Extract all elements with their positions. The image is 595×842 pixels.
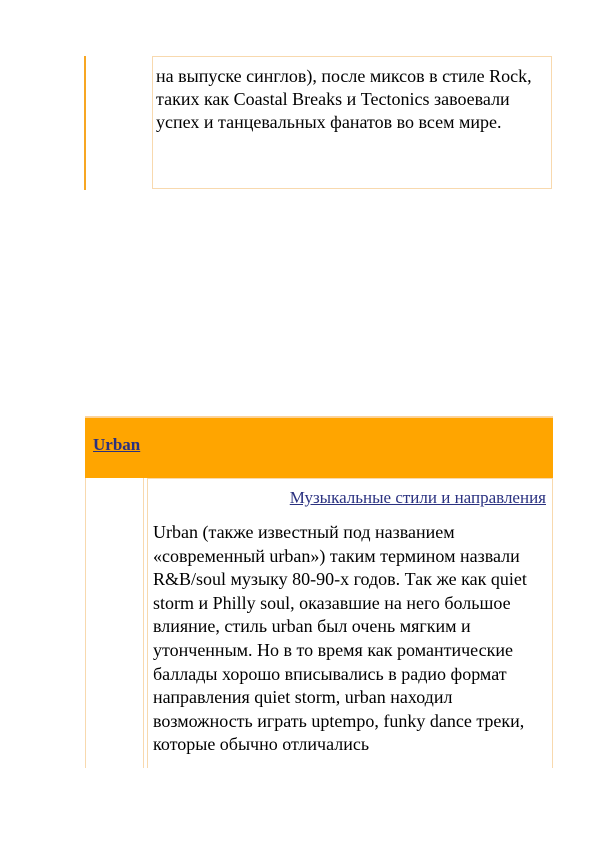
section-content-cell	[147, 478, 553, 768]
music-styles-link-text[interactable]: Музыкальные стили и направления	[289, 488, 546, 507]
section-left-cell	[85, 478, 144, 768]
urban-section	[85, 416, 553, 768]
continued-text-block	[152, 56, 552, 189]
continued-paragraph: на выпуске синглов), после миксов в стиле Rock, таких как Coastal Breaks и Tectonics завоевали успех и танцевальных фанатов во всем мире.	[156, 66, 532, 132]
section-header	[85, 416, 553, 478]
urban-description: Urban (также известный под названием «современный urban») таким термином назвали R&B/soul музыку 80-90-х годов. Так же как quiet storm и Philly soul, оказавшие на него большое влияние, стиль urban был очень мягким и утонченным. Но в то время как романтические баллады хорошо вписывались в радио формат направления quiet storm, urban находил возможность играть uptempo, funky dance треки, которые обычно отличались	[153, 522, 527, 755]
urban-heading-link[interactable]: Urban	[93, 435, 141, 454]
left-accent-rule	[84, 56, 86, 190]
music-styles-link[interactable]	[153, 487, 546, 509]
